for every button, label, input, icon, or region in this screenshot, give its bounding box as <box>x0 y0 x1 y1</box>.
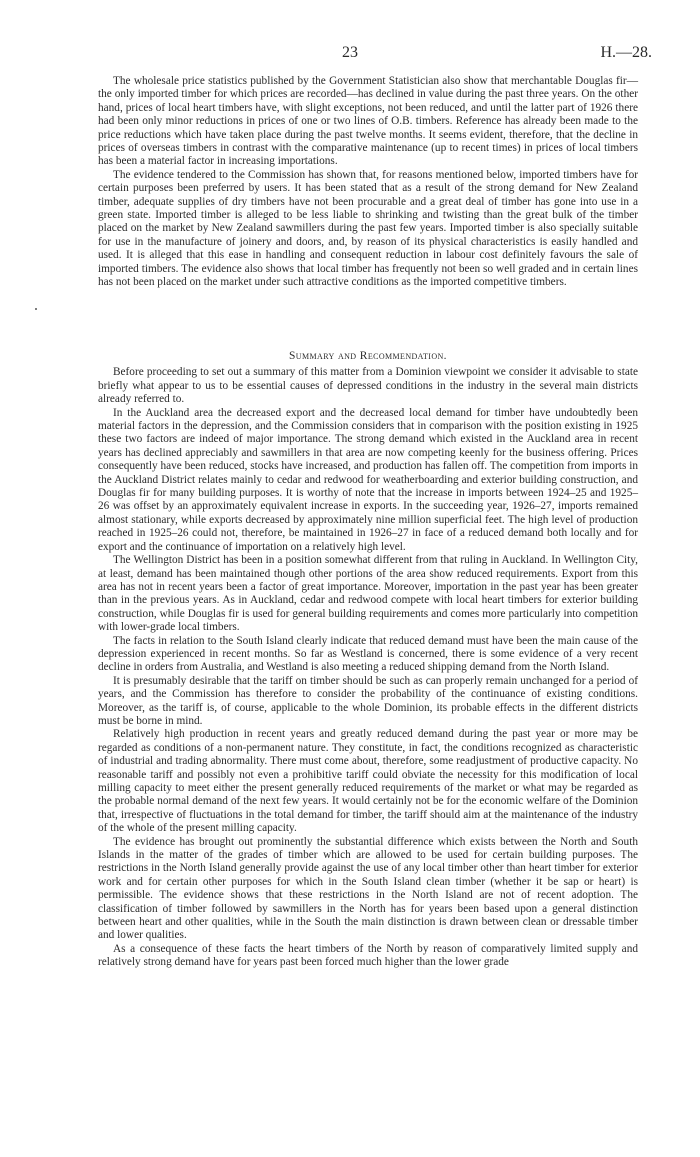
section-summary <box>98 350 638 970</box>
paragraph: As a consequence of these facts the heart timbers of the North by reason of comparatively limited supply and relatively strong demand have for years past been forced much higher than the lower grade <box>98 942 638 969</box>
paragraph: The evidence has brought out prominently the substantial difference which exists between the North and South Islands in the matter of the grades of timber which are allowed to be used for certain building purposes. The restrictions in the North Island generally provide against the use of any local timber other than heart timber for exterior work and for certain other purposes for which in the South Island clean timber (whether it be sap or heart) is permissible. The evidence shows that these restrictions in the North Island are not of recent adoption. The classification of timber followed by sawmillers in the North has for years been based upon a general distinction between heart and other qualities, while in the South the main distinction is drawn between clean or dressable timber and lower qualities. <box>98 835 638 942</box>
page-number: 23 <box>342 44 358 61</box>
section-prices-and-imports <box>98 75 638 290</box>
document-reference: H.—28. <box>600 44 652 61</box>
margin-mark <box>35 308 37 310</box>
paragraph: The evidence tendered to the Commission has shown that, for reasons mentioned below, imported timbers have for certain purposes been preferred by users. It has been stated that as a result of the strong demand for New Zealand timber, adequate supplies of dry timbers have not been procurable and a great deal of timber has gone into use in a green state. Imported timber is alleged to be less liable to shrinking and twisting than the great bulk of the timber placed on the market by New Zealand sawmillers during the past few years. Imported timber is also specially suitable for use in the manufacture of joinery and doors, and, by reason of its physical characteristics is easily handled and used. It is alleged that this ease in handling and consequent reduction in labour cost definitely favours the sale of imported timbers. The evidence also shows that local timber has frequently not been so well graded and in certain lines has not been placed on the market under such attractive conditions as the imported competitive timbers. <box>98 168 638 289</box>
paragraph: The Wellington District has been in a position somewhat different from that ruling in Auckland. In Wellington City, at least, demand has been maintained though other portions of the area show reduced requirements. Export from this area has not in recent years been a factor of great importance. Moreover, importation in the past year has been greater than in the previous years. As in Auckland, cedar and redwood compete with local heart timbers for exterior building construction, while Douglas fir is used for general building requirements and comes more particularly into competition with lower-grade local timbers. <box>98 554 638 634</box>
paragraph: The wholesale price statistics published by the Government Statistician also show that merchantable Douglas fir—the only imported timber for which prices are recorded—has declined in value during the past three years. On the other hand, prices of local heart timbers have, with slight exceptions, not been reduced, and until the latter part of 1926 there had been only minor reductions in prices of one or two lines of O.B. timbers. Reference has already been made to the price reductions which have taken place during the past twelve months. It seems evident, therefore, that the decline in prices of overseas timbers in contrast with the comparative maintenance (up to recent times) in prices of local timbers has been a material factor in increasing importations. <box>98 75 638 168</box>
paragraph: Relatively high production in recent years and greatly reduced demand during the past year or more may be regarded as conditions of a non-permanent nature. They constitute, in fact, the conditions recognized as characteristic of industrial and trading abnormality. There must come about, therefore, some readjustment of productive capacity. No reasonable tariff and possibly not even a prohibitive tariff could obviate the necessity for this modification of local milling capacity to meet either the present generally reduced requirements of the market or what may be regarded as the probable normal demand of the next few years. It would certainly not be for the economic welfare of the Dominion that, irrespective of fluctuations in the total demand for timber, the tariff should aim at the maintenance of the industry of the whole of the present milling capacity. <box>98 728 638 835</box>
paragraph: Before proceeding to set out a summary of this matter from a Dominion viewpoint we consider it advisable to state briefly what appear to us to be essential causes of depressed conditions in the industry in the several main districts already referred to. <box>98 366 638 406</box>
paragraph: In the Auckland area the decreased export and the decreased local demand for timber have undoubtedly been material factors in the depression, and the Commission considers that in comparison with the position existing in 1925 these two factors are indeed of major importance. The strong demand which existed in the Auckland area in recent years has declined appreciably and sawmillers in that area are now competing keenly for the business offering. Prices consequently have been reduced, stocks have increased, and production has fallen off. The competition from imports in the Auckland District relates mainly to cedar and redwood for weatherboarding and exterior building construction, and Douglas fir for many building purposes. It is worthy of note that the increase in imports between 1924–25 and 1925–26 was offset by an approximately equivalent increase in exports. In the succeeding year, 1926–27, imports remained almost stationary, while exports decreased by approximately nine million superficial feet. The high level of production reached in 1925–26 could not, therefore, be maintained in 1926–27 in face of a reduced demand both locally and for export and the continuance of importation on a relatively high level. <box>98 406 638 553</box>
paragraph: It is presumably desirable that the tariff on timber should be such as can properly remain unchanged for a period of years, and the Commission has therefore to consider the probability of the continuance of existing conditions. Moreover, as the tariff is, of course, applicable to the whole Dominion, its probable effects in the different districts must be borne in mind. <box>98 674 638 727</box>
paragraph: The facts in relation to the South Island clearly indicate that reduced demand must have been the main cause of the depression experienced in recent months. So far as Westland is concerned, there is some evidence of a very recent decline in orders from Australia, and Westland is also meeting a reduced shipping demand from the North Island. <box>98 634 638 674</box>
section-heading: Summary and Recommendation. <box>289 350 447 362</box>
